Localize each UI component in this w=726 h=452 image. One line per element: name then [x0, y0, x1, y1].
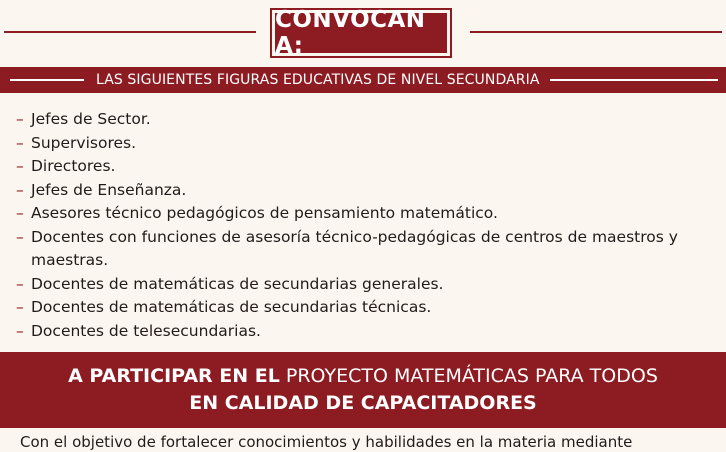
- participation-banner: [0, 352, 726, 428]
- list-item: [16, 320, 716, 344]
- list-item-text: Jefes de Sector.: [31, 110, 151, 128]
- list-item: [16, 108, 716, 132]
- banner-line-1: [0, 363, 726, 390]
- roles-list: [16, 108, 716, 343]
- banner-line-2: EN CALIDAD DE CAPACITADORES: [189, 392, 537, 414]
- objective-text: Con el objetivo de fortalecer conocimientos y habilidades en la materia mediante: [20, 433, 633, 451]
- bullet-dash: –: [16, 133, 24, 152]
- list-item: [16, 155, 716, 179]
- bullet-dash: –: [16, 227, 24, 246]
- section-heading-rule-right: [550, 79, 718, 81]
- title-rule-left: [4, 31, 256, 33]
- page-title: CONVOCAN A:: [275, 13, 447, 53]
- list-item: [16, 202, 716, 226]
- bullet-dash: –: [16, 298, 24, 316]
- bullet-dash: –: [16, 157, 24, 175]
- section-heading-band: [0, 67, 726, 93]
- bullet-dash: –: [16, 321, 24, 340]
- title-rule-right: [470, 31, 722, 33]
- bullet-dash: –: [16, 180, 24, 199]
- list-item: [16, 226, 716, 273]
- list-item-text: Docentes de matemáticas de secundarias generales.: [31, 274, 444, 293]
- list-item: [16, 179, 716, 203]
- section-heading-rule-left: [10, 79, 84, 81]
- list-item-text: Asesores técnico pedagógicos de pensamiento matemático.: [31, 204, 498, 222]
- list-item-text: Docentes de matemáticas de secundarias técnicas.: [31, 298, 432, 316]
- list-item: [16, 296, 716, 320]
- banner-line-1-regular: PROYECTO MATEMÁTICAS PARA TODOS: [279, 365, 658, 387]
- section-heading: LAS SIGUIENTES FIGURAS EDUCATIVAS DE NIVEL SECUNDARIA: [96, 72, 540, 88]
- list-item-text: Supervisores.: [31, 133, 137, 152]
- list-item: [16, 132, 716, 156]
- bullet-dash: –: [16, 110, 24, 128]
- bullet-dash: –: [16, 274, 24, 293]
- list-item-text: Docentes con funciones de asesoría técnico-pedagógicas de centros de maestros y maestras.: [31, 227, 678, 269]
- list-item-text: Directores.: [31, 157, 116, 175]
- bullet-dash: –: [16, 204, 24, 222]
- title-frame: [270, 8, 452, 58]
- banner-line-1-bold: A PARTICIPAR EN EL: [68, 365, 280, 387]
- list-item: [16, 273, 716, 297]
- list-item-text: Jefes de Enseñanza.: [31, 180, 187, 199]
- list-item-text: Docentes de telesecundarias.: [31, 321, 261, 340]
